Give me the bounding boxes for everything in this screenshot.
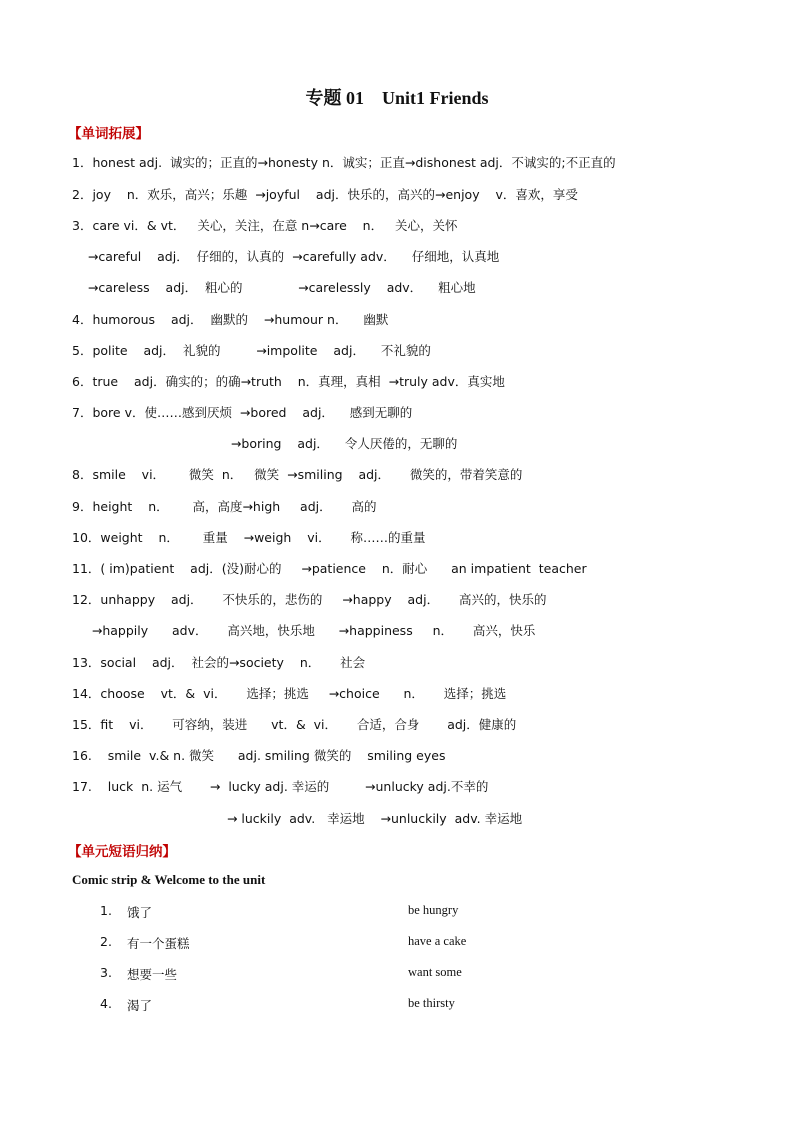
vocab-line: 3．care vi．& vt． 关心，关注，在意 n→care n． 关心，关怀 (72, 218, 458, 233)
vocab-line: 10．weight n． 重量 →weigh vi． 称……的重量 (72, 530, 426, 545)
phrase-english: have a cake (408, 934, 467, 948)
vocab-line: 11．( im)patient adj．(没)耐心的 →patience n．耐心 an impatient teacher (72, 561, 587, 576)
phrase-chinese: 想要一些 (127, 967, 178, 982)
vocab-line: 13．social adj． 社会的→society n． 社会 (72, 655, 366, 670)
phrase-english: be thirsty (408, 996, 455, 1010)
phrase-english: be hungry (408, 903, 459, 917)
vocab-line: 6．true adj．确实的；的确→truth n．真理，真相 →truly adv．真实地 (72, 374, 505, 389)
page-title: 专题 01 Unit1 Friends (305, 88, 489, 108)
phrase-number: 1. (100, 903, 112, 918)
phrase-english: want some (408, 965, 462, 979)
vocab-line: 14．choose vt．& vi． 选择；挑选 →choice n． 选择；挑选 (72, 686, 507, 701)
phrase-chinese: 渴了 (127, 998, 153, 1013)
phrase-number: 2. (100, 934, 112, 949)
vocab-line: 8．smile vi． 微笑 n． 微笑 →smiling adj． 微笑的，带着笑意的 (72, 467, 523, 482)
vocab-line: 9．height n． 高，高度→high adj． 高的 (72, 499, 377, 514)
phrase-chinese: 有一个蛋糕 (127, 936, 190, 951)
section-heading-vocab: 【单词拓展】 (68, 126, 149, 142)
phrase-number: 3. (100, 965, 112, 980)
vocab-line: 15．fit vi． 可容纳，装进 vt．& vi． 合适，合身 adj．健康的 (72, 717, 517, 732)
vocab-line: →careless adj． 粗心的 →carelessly adv． 粗心地 (72, 280, 476, 295)
section-heading-phrases: 【单元短语归纳】 (68, 844, 176, 860)
vocab-line: 4．humorous adj． 幽默的 →humour n． 幽默 (72, 312, 389, 327)
vocab-line: 2．joy n．欢乐，高兴；乐趣 →joyful adj．快乐的，高兴的→enjoy v．喜欢，享受 (72, 187, 578, 202)
vocab-line: →careful adj． 仔细的，认真的 →carefully adv． 仔细地，认真地 (72, 249, 500, 264)
vocab-line: 1．honest adj. 诚实的；正直的→honesty n．诚实；正直→dishonest adj．不诚实的;不正直的 (72, 155, 616, 170)
vocab-line: → luckily adv. 幸运地 →unluckily adv. 幸运地 (72, 811, 523, 826)
phrase-number: 4. (100, 996, 112, 1011)
vocab-line: →happily adv． 高兴地，快乐地 →happiness n． 高兴，快乐 (72, 623, 536, 638)
subheading: Comic strip & Welcome to the unit (72, 872, 266, 887)
vocab-line: →boring adj． 令人厌倦的，无聊的 (72, 436, 458, 451)
phrase-chinese: 饿了 (127, 905, 153, 920)
vocab-line: 17. luck n. 运气 → lucky adj. 幸运的 →unlucky adj.不幸的 (72, 779, 489, 794)
vocab-line: 5．polite adj． 礼貌的 →impolite adj． 不礼貌的 (72, 343, 431, 358)
vocab-line: 16. smile v.& n. 微笑 adj. smiling 微笑的 smiling eyes (72, 748, 446, 763)
vocab-line: 7．bore v．使……感到厌烦 →bored adj． 感到无聊的 (72, 405, 413, 420)
vocab-line: 12．unhappy adj． 不快乐的，悲伤的 →happy adj． 高兴的，快乐的 (72, 592, 547, 607)
